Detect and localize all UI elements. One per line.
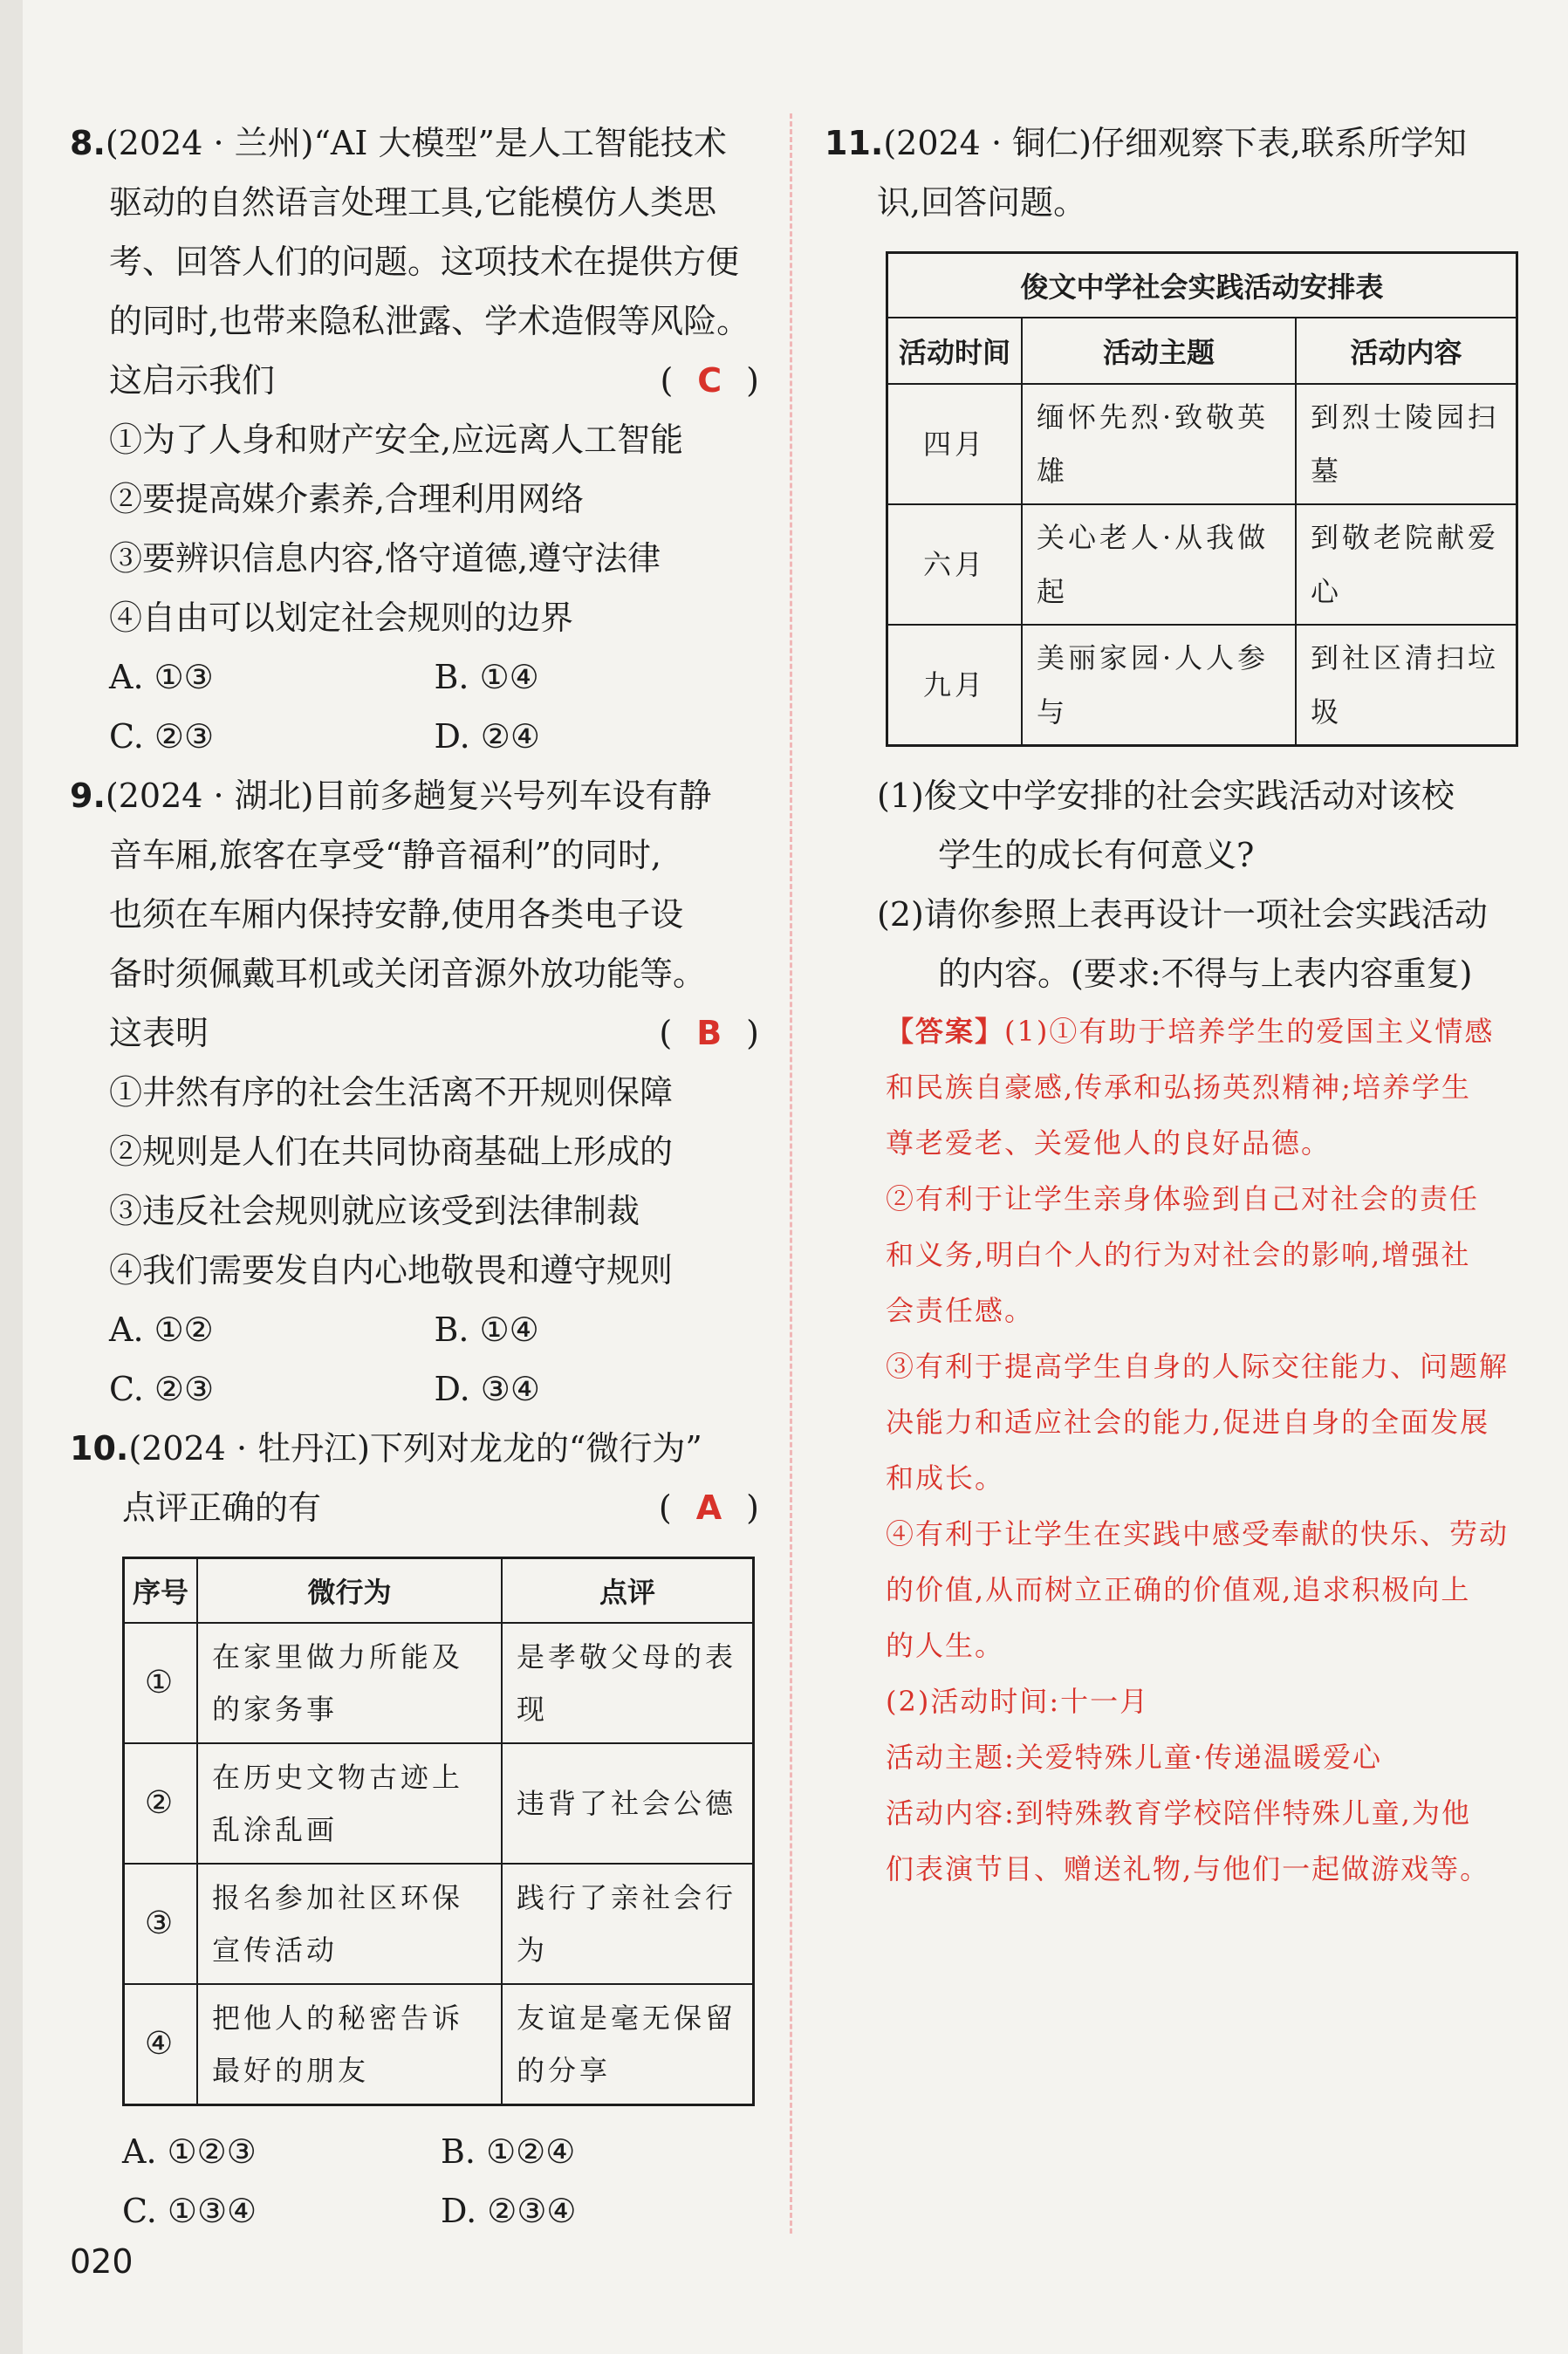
answer-line: ③有利于提高学生自身的人际交往能力、问题解	[886, 1350, 1510, 1383]
q9-option: ①井然有序的社会生活离不开规则保障	[109, 1073, 674, 1112]
q9-stem-line: 音车厢,旅客在享受“静音福利”的同时,	[109, 836, 662, 874]
table-cell: 缅怀先烈·致敬英雄	[1022, 384, 1296, 504]
answer-line: 的价值,从而树立正确的价值观,追求积极向上	[886, 1573, 1471, 1606]
answer-line: 会责任感。	[886, 1294, 1035, 1327]
q8-number: 8.	[70, 124, 106, 162]
table-cell: 在家里做力所能及的家务事	[197, 1623, 502, 1743]
q9-stem-line: 备时须佩戴耳机或关闭音源外放功能等。	[109, 955, 707, 993]
table-cell: ①	[124, 1623, 198, 1743]
q10-stem-line: (2024 · 牡丹江)下列对龙龙的“微行为”	[128, 1429, 702, 1468]
q11-sub1: 学生的成长有何意义?	[938, 836, 1255, 874]
q11-answer-block	[825, 1003, 1523, 1897]
table-cell: 友谊是毫无保留的分享	[502, 1984, 754, 2105]
q10-answer: A	[695, 1488, 722, 1527]
table-cell: 在历史文物古迹上乱涂乱画	[197, 1743, 502, 1864]
q9-option: ②规则是人们在共同协商基础上形成的	[109, 1133, 674, 1171]
answer-line: 和成长。	[886, 1461, 1005, 1495]
table-row	[887, 384, 1517, 504]
q11-stem-line: 识,回答问题。	[877, 183, 1087, 222]
q9-choice-b: B. ①④	[434, 1310, 539, 1349]
q9-stem-line: 也须在车厢内保持安静,使用各类电子设	[109, 895, 684, 934]
table-cell: 到烈士陵园扫墓	[1296, 384, 1517, 504]
table-row	[124, 1864, 754, 1984]
q8-option: ④自由可以划定社会规则的边界	[109, 599, 574, 637]
right-column	[825, 113, 1523, 1897]
q9-stem-end: 这表明	[109, 1014, 209, 1052]
table-cell: ④	[124, 1984, 198, 2105]
answer-line: 活动内容:到特殊教育学校陪伴特殊儿童,为他	[886, 1796, 1471, 1830]
q9-choice-c: C. ②③	[109, 1370, 215, 1408]
q10-table	[122, 1557, 755, 2106]
q10-choice-b: B. ①②④	[441, 2132, 576, 2171]
table-cell: 践行了亲社会行为	[502, 1864, 754, 1984]
question-9	[70, 766, 759, 1419]
table-cell: 四月	[887, 384, 1023, 504]
table-cell: 违背了社会公德	[502, 1743, 754, 1864]
q8-choice-d: D. ②④	[434, 717, 540, 756]
q10-choice-d: D. ②③④	[441, 2192, 577, 2230]
q9-option: ③违反社会规则就应该受到法律制裁	[109, 1192, 640, 1230]
answer-tag: 【答案】	[886, 1015, 1005, 1048]
table-cell: 六月	[887, 504, 1023, 625]
table-cell: ③	[124, 1864, 198, 1984]
q9-stem-line: (2024 · 湖北)目前多趟复兴号列车设有静	[105, 777, 712, 815]
table-cell: 九月	[887, 625, 1023, 746]
answer-line: (2)活动时间:十一月	[886, 1685, 1150, 1718]
answer-line: 决能力和适应社会的能力,促进自身的全面发展	[886, 1406, 1490, 1439]
table-row	[887, 504, 1517, 625]
table-cell: 是孝敬父母的表现	[502, 1623, 754, 1743]
q8-option: ②要提高媒介素养,合理利用网络	[109, 480, 585, 518]
page-number: 020	[70, 2242, 134, 2281]
table-cell: 到社区清扫垃圾	[1296, 625, 1517, 746]
table-cell: 关心老人·从我做起	[1022, 504, 1296, 625]
q11-table	[886, 251, 1518, 747]
question-11	[825, 113, 1523, 1897]
q11-sub2: (2)请你参照上表再设计一项社会实践活动	[877, 895, 1488, 934]
q8-option: ③要辨识信息内容,恪守道德,遵守法律	[109, 539, 661, 578]
column-divider	[790, 113, 792, 2234]
table-cell: 到敬老院献爱心	[1296, 504, 1517, 625]
q8-stem-end: 这启示我们	[109, 361, 276, 400]
q9-answer: B	[696, 1014, 722, 1052]
q8-choice-b: B. ①④	[434, 658, 539, 696]
left-column	[70, 113, 759, 2241]
table-header: 序号	[124, 1558, 198, 1624]
table-header: 微行为	[197, 1558, 502, 1624]
q8-choice-c: C. ②③	[109, 717, 215, 756]
answer-line: 们表演节目、赠送礼物,与他们一起做游戏等。	[886, 1852, 1490, 1885]
answer-line: 活动主题:关爱特殊儿童·传递温暖爱心	[886, 1741, 1382, 1774]
table-row	[887, 625, 1517, 746]
table-header: 活动主题	[1022, 318, 1296, 384]
table-header: 活动时间	[887, 318, 1023, 384]
q8-stem-line: 的同时,也带来隐私泄露、学术造假等风险。	[109, 302, 750, 340]
q8-stem-line: 考、回答人们的问题。这项技术在提供方便	[109, 243, 740, 281]
q11-number: 11.	[825, 124, 884, 162]
answer-line: ④有利于让学生在实践中感受奉献的快乐、劳动	[886, 1517, 1510, 1550]
q8-stem-line: 驱动的自然语言处理工具,它能模仿人类思	[109, 183, 717, 222]
page-edge	[0, 0, 23, 2354]
answer-line: ②有利于让学生亲身体验到自己对社会的责任	[886, 1182, 1480, 1215]
table-header: 点评	[502, 1558, 754, 1624]
q10-answer-bracket: ( A )	[658, 1488, 759, 1527]
table-header: 活动内容	[1296, 318, 1517, 384]
table-cell: 美丽家园·人人参与	[1022, 625, 1296, 746]
q9-choice-d: D. ③④	[434, 1370, 540, 1408]
q10-number: 10.	[70, 1429, 129, 1468]
question-8	[70, 113, 759, 766]
q10-choice-a: A. ①②③	[122, 2132, 257, 2171]
question-10	[70, 1419, 759, 2241]
table-row	[124, 1743, 754, 1864]
answer-line: 尊老爱老、关爱他人的良好品德。	[886, 1126, 1332, 1160]
q11-stem-line: (2024 · 铜仁)仔细观察下表,联系所学知	[883, 124, 1468, 162]
q8-stem-line: (2024 · 兰州)“AI 大模型”是人工智能技术	[105, 124, 727, 162]
q10-stem-end: 点评正确的有	[122, 1488, 322, 1527]
q11-sub1: (1)俊文中学安排的社会实践活动对该校	[877, 777, 1455, 815]
table-cell: ②	[124, 1743, 198, 1864]
q8-answer-bracket: ( C )	[660, 361, 759, 400]
table-row	[124, 1984, 754, 2105]
q8-option: ①为了人身和财产安全,应远离人工智能	[109, 421, 684, 459]
table-cell: 报名参加社区环保宣传活动	[197, 1864, 502, 1984]
q9-choice-a: A. ①②	[109, 1310, 214, 1349]
answer-line: 和义务,明白个人的行为对社会的影响,增强社	[886, 1238, 1471, 1271]
q8-choice-a: A. ①③	[109, 658, 214, 696]
q9-answer-bracket: ( B )	[659, 1014, 759, 1052]
table-row	[124, 1623, 754, 1743]
answer-line: (1)①有助于培养学生的爱国主义情感	[1004, 1015, 1495, 1048]
q10-choice-c: C. ①③④	[122, 2192, 257, 2230]
answer-line: 的人生。	[886, 1629, 1005, 1662]
answer-line: 和民族自豪感,传承和弘扬英烈精神;培养学生	[886, 1071, 1471, 1104]
q11-sub2: 的内容。(要求:不得与上表内容重复)	[938, 955, 1473, 993]
table-cell: 把他人的秘密告诉最好的朋友	[197, 1984, 502, 2105]
q8-answer: C	[697, 361, 722, 400]
table-title: 俊文中学社会实践活动安排表	[887, 253, 1517, 318]
q9-option: ④我们需要发自内心地敬畏和遵守规则	[109, 1251, 674, 1290]
q9-number: 9.	[70, 777, 106, 815]
